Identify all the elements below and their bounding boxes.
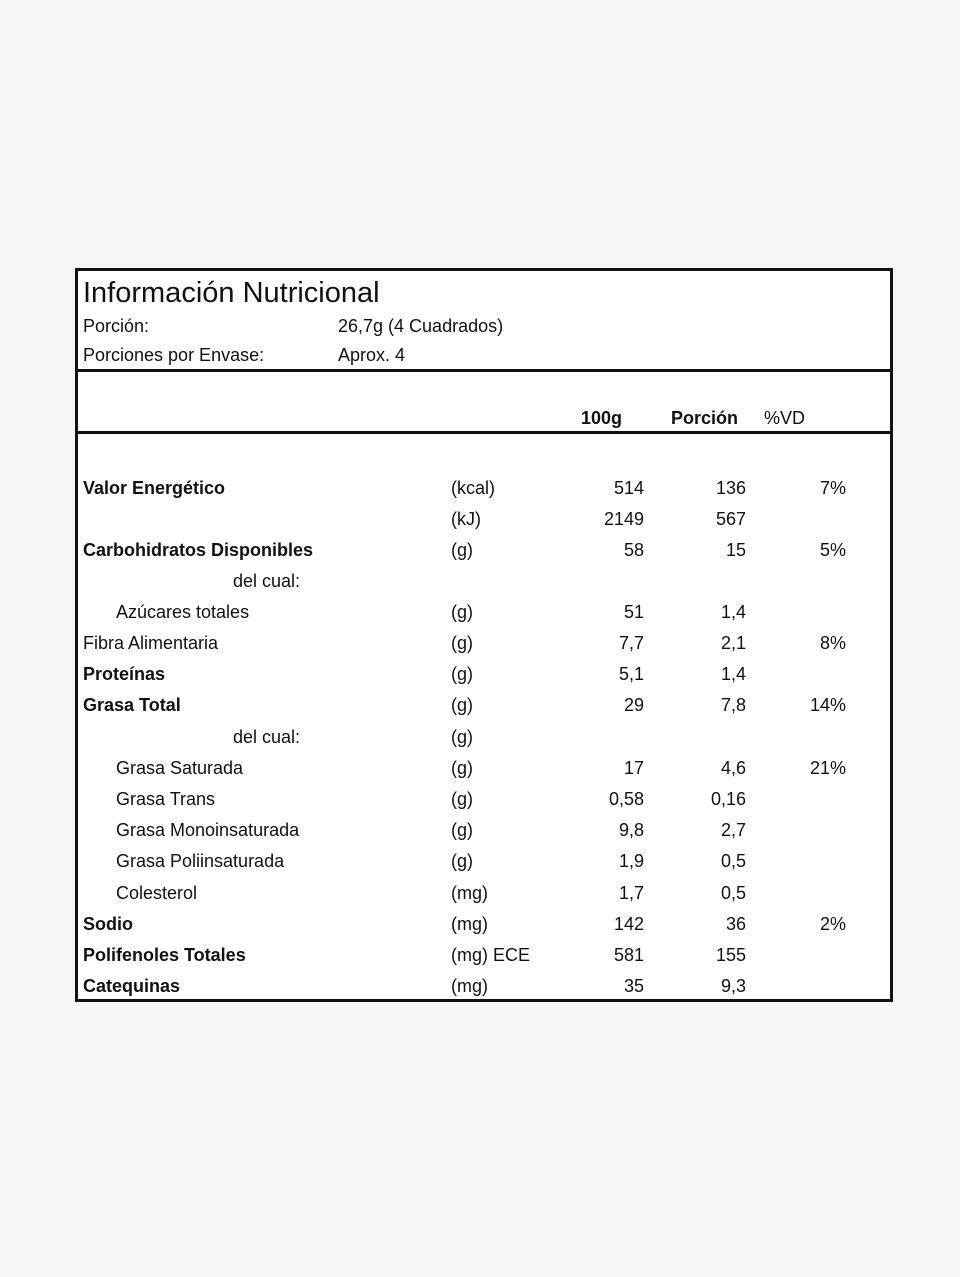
value-per-portion: 155	[715, 945, 746, 965]
nutrient-name: Polifenoles Totales	[83, 945, 246, 965]
value-per-100g: 5,1	[618, 664, 644, 684]
nutrient-unit: (mg) ECE	[451, 945, 531, 965]
nutrient-unit: (kcal)	[451, 478, 495, 498]
servings-value: Aprox. 4	[338, 345, 406, 365]
value-per-portion: 7,8	[720, 695, 746, 715]
value-per-100g: 7,7	[618, 633, 644, 653]
nutrient-unit: (mg)	[451, 883, 488, 903]
table-row-carbs-subheading	[78, 569, 890, 593]
value-daily-percent: 21%	[809, 758, 846, 778]
nutrient-unit: (g)	[451, 540, 473, 560]
table-row-cholesterol	[78, 881, 890, 905]
nutrient-name: Grasa Poliinsaturada	[116, 851, 285, 871]
nutrient-name: Grasa Trans	[116, 789, 216, 809]
value-per-portion: 1,4	[720, 602, 746, 622]
nutrition-facts-table	[75, 268, 893, 1002]
nutrient-name: Valor Energético	[83, 478, 226, 498]
table-row-carbohydrates	[78, 538, 890, 562]
table-row-fat-subheading	[78, 725, 890, 749]
nutrient-unit: (g)	[451, 695, 473, 715]
value-per-100g: 51	[623, 602, 644, 622]
nutrient-unit: (mg)	[451, 914, 488, 934]
table-row-total-fat	[78, 693, 890, 717]
value-daily-percent: 5%	[819, 540, 846, 560]
nutrient-name: Colesterol	[116, 883, 198, 903]
nutrient-name: Azúcares totales	[116, 602, 250, 622]
nutrient-unit: (g)	[451, 758, 473, 778]
nutrient-name: del cual:	[233, 727, 301, 747]
nutrient-name: Grasa Total	[83, 695, 181, 715]
table-header	[78, 271, 890, 372]
table-row-protein	[78, 662, 890, 686]
value-per-portion: 0,5	[720, 883, 746, 903]
value-per-portion: 15	[725, 540, 746, 560]
nutrient-name: del cual:	[233, 571, 301, 591]
value-per-portion: 1,4	[720, 664, 746, 684]
nutrient-unit: (mg)	[451, 976, 488, 996]
nutrient-unit: (g)	[451, 602, 473, 622]
column-header-row	[78, 372, 890, 434]
value-per-portion: 4,6	[720, 758, 746, 778]
nutrient-unit: (kJ)	[451, 509, 481, 529]
portion-value: 26,7g (4 Cuadrados)	[338, 316, 504, 336]
value-per-portion: 136	[715, 478, 746, 498]
value-per-portion: 0,16	[710, 789, 746, 809]
column-header-100g: 100g	[581, 408, 623, 428]
nutrient-name: Sodio	[83, 914, 133, 934]
value-per-100g: 9,8	[618, 820, 644, 840]
value-per-100g: 2149	[603, 509, 644, 529]
nutrient-unit: (g)	[451, 727, 473, 747]
column-header-portion: Porción	[671, 408, 739, 428]
value-per-portion: 567	[715, 509, 746, 529]
value-daily-percent: 14%	[809, 695, 846, 715]
table-row-energy-kj	[78, 507, 890, 531]
value-per-100g: 17	[623, 758, 644, 778]
value-per-portion: 2,7	[720, 820, 746, 840]
servings-label: Porciones por Envase:	[83, 345, 265, 365]
value-per-portion: 2,1	[720, 633, 746, 653]
value-per-portion: 36	[725, 914, 746, 934]
value-per-portion: 0,5	[720, 851, 746, 871]
nutrient-unit: (g)	[451, 664, 473, 684]
table-row-saturated-fat	[78, 756, 890, 780]
nutrient-name: Catequinas	[83, 976, 181, 996]
table-row-energy-kcal	[78, 476, 890, 500]
table-row-trans-fat	[78, 787, 890, 811]
table-row-polyunsaturated-fat	[78, 849, 890, 873]
table-row-sodium	[78, 912, 890, 936]
table-row-monounsaturated-fat	[78, 818, 890, 842]
table-row-catechins	[78, 974, 890, 998]
value-per-100g: 35	[623, 976, 644, 996]
table-title: Información Nutricional	[83, 277, 380, 309]
value-per-100g: 1,9	[618, 851, 644, 871]
value-daily-percent: 8%	[819, 633, 846, 653]
value-per-100g: 581	[613, 945, 644, 965]
value-daily-percent: 2%	[819, 914, 846, 934]
column-header-vd: %VD	[764, 408, 806, 428]
nutrient-name: Grasa Monoinsaturada	[116, 820, 300, 840]
table-row-fiber	[78, 631, 890, 655]
value-per-100g: 1,7	[618, 883, 644, 903]
value-per-100g: 514	[613, 478, 644, 498]
value-per-100g: 58	[623, 540, 644, 560]
nutrient-unit: (g)	[451, 851, 473, 871]
nutrient-unit: (g)	[451, 789, 473, 809]
value-per-portion: 9,3	[720, 976, 746, 996]
portion-label: Porción:	[83, 316, 150, 336]
value-per-100g: 0,58	[608, 789, 644, 809]
nutrient-unit: (g)	[451, 820, 473, 840]
value-daily-percent: 7%	[819, 478, 846, 498]
nutrient-name: Fibra Alimentaria	[83, 633, 219, 653]
table-row-sugars	[78, 600, 890, 624]
nutrient-name: Grasa Saturada	[116, 758, 244, 778]
nutrient-unit: (g)	[451, 633, 473, 653]
value-per-100g: 29	[623, 695, 644, 715]
nutrient-name: Carbohidratos Disponibles	[83, 540, 314, 560]
value-per-100g: 142	[613, 914, 644, 934]
nutrient-name: Proteínas	[83, 664, 166, 684]
table-row-polyphenols	[78, 943, 890, 967]
